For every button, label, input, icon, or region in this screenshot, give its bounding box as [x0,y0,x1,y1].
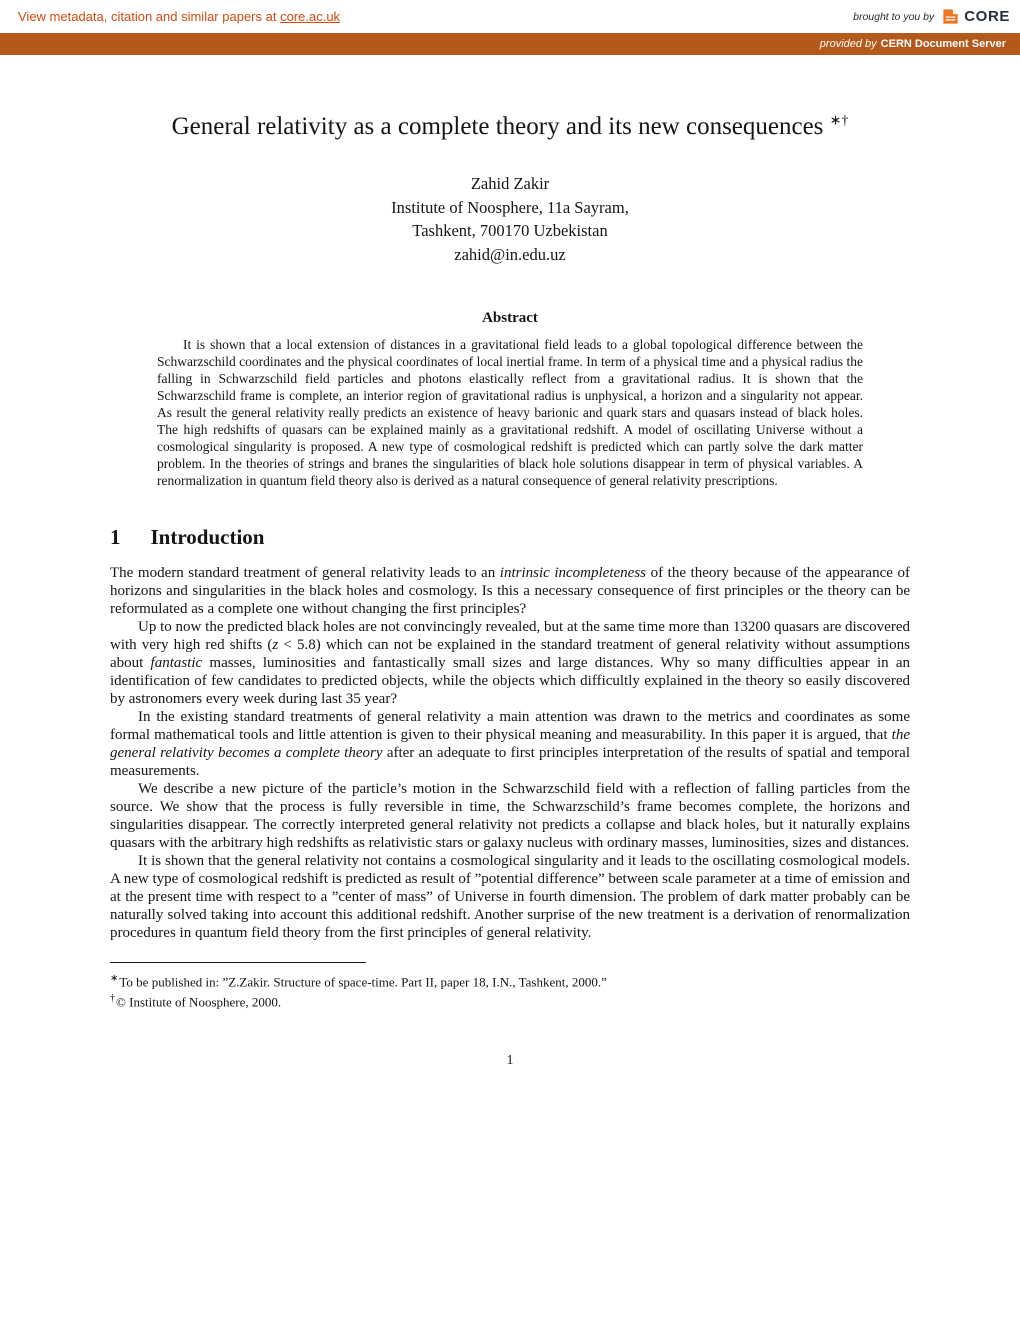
footnote-2 [110,990,910,1010]
page-number: 1 [506,1052,514,1068]
section-1-heading [110,525,910,550]
core-logo[interactable] [941,7,1010,26]
footnotes [110,962,910,1011]
paragraph-1 [110,564,910,618]
footnote-2-text: © Institute of Noosphere, 2000. [116,994,282,1010]
title-footnote-marks: ∗† [829,113,849,129]
emphasized-text: the general relativity becomes a complete theory [110,726,910,761]
paper-title-text: General relativity as a complete theory and its new consequences [171,113,824,140]
provider-bar [0,33,1020,55]
author-email: zahid@in.edu.uz [454,244,566,264]
paragraph-2 [110,618,910,708]
footnote-1-text: To be published in: ”Z.Zakir. Structure of space-time. Part II, paper 18, I.N., Tashkent, 2000.” [119,974,607,990]
abstract-text: It is shown that a local extension of distances in a gravitational field leads to a global topological difference between the Schwarzschild coordinates and the physical coordinates of local inertial frame. In term of a physical time and a physical radius the falling in Schwarzschild field particles and photons elastically reflect from a gravitational radius. It is shown that the Schwarzschild frame is complete, an interior region of gravitational radius is unphysical, a horizon and a singularity not appear. As result the general relativity really predicts an existence of heavy barionic and quark stars and quasars instead of black holes. The high redshifts of quasars can be explained mainly as a gravitational redshift. A model of oscillating Universe without a cosmological singularity is proposed. A new type of cosmological redshift is predicted which can partly solve the dark matter problem. In the theories of strings and branes the singularities of black hole solutions disappear in term of physical variables. A renormalization in quantum field theory also is derived as a natural consequence of general relativity prescriptions. [157,336,863,488]
paragraph-5: It is shown that the general relativity not contains a cosmological singularity and it leads to the oscillating cosmological models. A new type of cosmological redshift is predicted as result of ”potential difference” between scale parameter at a time of emission and at the present time with respect to a ”center of mass” of Universe in fourth dimension. The problem of dark matter probably can be naturally solved taking into account this additional redshift. Another surprise of the new treatment is a derivation of renormalization procedures in quantum field theory from the first principles of general relativity. [110,852,910,941]
abstract-section [157,310,863,489]
banner-right [853,7,1010,26]
math-variable: z [272,636,279,653]
paper-title [110,111,910,142]
footnote-2-mark: † [110,993,115,1005]
footnote-1-mark: ∗ [110,972,119,984]
paragraph-text: masses, luminosities and fantastically small sizes and large distances. Why so many difficulties appear in an identification of few candidates to predicted objects, while the objects which difficultly explained in the theory so easily discovered by astronomers every week during last 35 year? [110,654,910,707]
core-logo-icon [941,7,960,26]
emphasized-text: fantastic [150,654,203,671]
paragraph-text: after an adequate to first principles interpretation of the results of spatial and temporal measurements. [110,744,910,779]
core-banner [0,0,1020,33]
abstract-heading: Abstract [482,309,538,326]
paper-page [110,55,910,1139]
provided-by-label: provided by [819,38,877,50]
paragraph-text: The modern standard treatment of general relativity leads to an [110,564,500,581]
provider-name: CERN Document Server [880,38,1006,50]
paragraph-text: < 5.8) which can not be explained in the standard treatment of general relativity without assumptions about [110,636,911,671]
introduction-body [110,564,910,942]
affiliation-line-1: Institute of Noosphere, 11a Sayram, [391,197,629,217]
paragraph-text: of the theory because of the appearance of horizons and singularities in the black holes and cosmology. Is this a necessary consequence of first principles or the theory can be reformulated as a complete one without changing the first principles? [110,564,910,617]
section-number: 1 [110,524,121,549]
footnote-1 [110,970,910,990]
core-ac-uk-link[interactable]: core.ac.uk [280,9,341,24]
core-logo-text: CORE [964,8,1010,25]
paragraph-text: In the existing standard treatments of general relativity a main attention was drawn to the metrics and coordinates as some formal mathematical tools and little attention is given to their physical meaning and measurability. In this paper it is argued, that [110,708,910,743]
paragraph-4: We describe a new picture of the particle’s motion in the Schwarzschild field with a reflection of falling particles from the source. We show that the process is fully reversible in time, the Schwarzschild’s frame becomes complete, the horizons and singularities disappear. The correctly interpreted general relativity not predicts a collapse and black holes, but it naturally explains quasars with the arbitrary high redshifts as relativistic stars or galaxy nucleus with ordinary masses, luminosities, sizes and distances. [110,780,910,851]
brought-to-you-by-label: brought to you by [853,10,935,23]
paragraph-3 [110,708,910,780]
author-name: Zahid Zakir [470,174,550,194]
metadata-label: View metadata, citation and similar papers at [18,9,281,24]
section-title: Introduction [150,524,265,549]
metadata-text [18,9,340,24]
emphasized-text: intrinsic incompleteness [499,564,646,581]
author-block [110,172,910,266]
paragraph-text: Up to now the predicted black holes are not convincingly revealed, but at the same time more than 13200 quasars are discovered with very high red shifts ( [110,618,910,653]
footnote-rule [110,962,366,963]
affiliation-line-2: Tashkent, 700170 Uzbekistan [412,221,608,241]
